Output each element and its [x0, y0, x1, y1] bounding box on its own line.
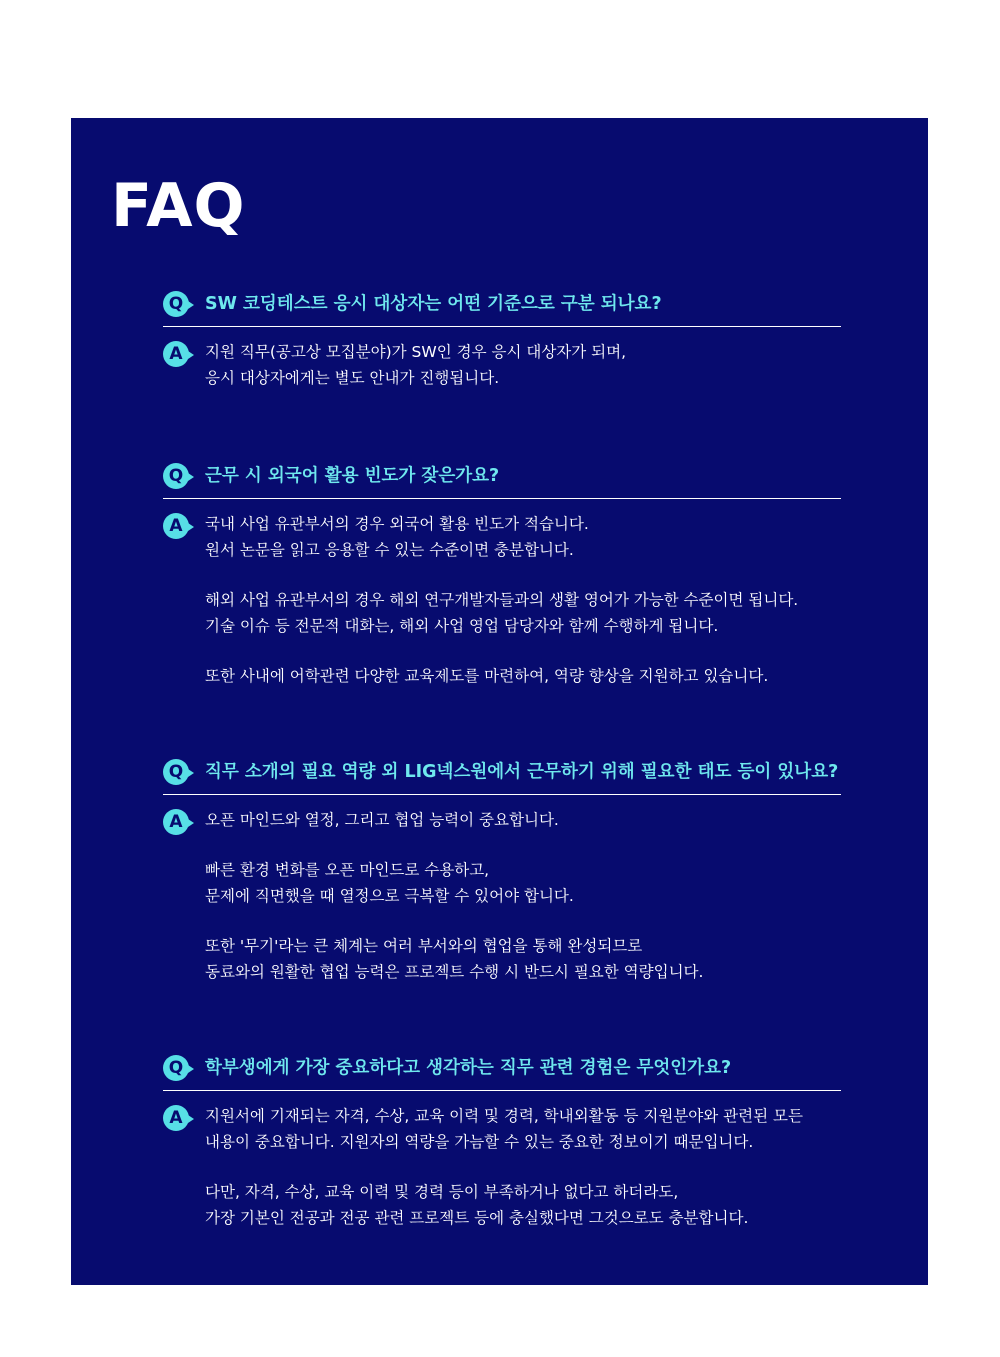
faq-item [163, 1054, 841, 1231]
answer-paragraph: 다만, 자격, 수상, 교육 이력 및 경력 등이 부족하거나 없다고 하더라도, 가장 기본인 전공과 전공 관련 프로젝트 등에 충실했다면 그것으로도 충분합니다. [205, 1183, 749, 1227]
answer-row [163, 807, 841, 985]
faq-item [163, 758, 841, 985]
question-marker-icon: Q [163, 759, 189, 785]
answer-paragraph: 또한 '무기'라는 큰 체계는 여러 부서와의 협업을 통해 완성되므로 동료와의 원활한 협업 능력은 프로젝트 수행 시 반드시 필요한 역량입니다. [205, 937, 704, 981]
answer-paragraph: 지원서에 기재되는 자격, 수상, 교육 이력 및 경력, 학내외활동 등 지원분야와 관련된 모든 내용이 중요합니다. 지원자의 역량을 가늠할 수 있는 중요한 정보이기 때문입니다. [205, 1107, 803, 1151]
faq-panel [71, 118, 928, 1285]
answer-text [205, 339, 841, 391]
answer-paragraph: 오픈 마인드와 열정, 그리고 협업 능력이 중요합니다. [205, 811, 559, 829]
answer-marker-icon: A [163, 809, 189, 835]
question-text: 근무 시 외국어 활용 빈도가 잦은가요? [205, 466, 500, 486]
faq-item [163, 290, 841, 391]
answer-marker-icon: A [163, 513, 189, 539]
question-text: 학부생에게 가장 중요하다고 생각하는 직무 관련 경험은 무엇인가요? [205, 1058, 732, 1078]
question-text: SW 코딩테스트 응시 대상자는 어떤 기준으로 구분 되나요? [205, 294, 662, 314]
answer-paragraph: 빠른 환경 변화를 오픈 마인드로 수용하고, 문제에 직면했을 때 열정으로 극복할 수 있어야 합니다. [205, 861, 574, 905]
page-title: FAQ [111, 171, 246, 241]
answer-marker-icon: A [163, 1105, 189, 1131]
answer-row [163, 1103, 841, 1231]
answer-text [205, 1103, 841, 1231]
answer-text [205, 807, 841, 985]
question-row [163, 1054, 841, 1091]
question-row [163, 758, 841, 795]
answer-paragraph: 해외 사업 유관부서의 경우 해외 연구개발자들과의 생활 영어가 가능한 수준이면 됩니다. 기술 이슈 등 전문적 대화는, 해외 사업 영업 담당자와 함께 수행하게 됩니다. [205, 591, 799, 635]
answer-row [163, 339, 841, 391]
answer-paragraph: 지원 직무(공고상 모집분야)가 SW인 경우 응시 대상자가 되며, 응시 대상자에게는 별도 안내가 진행됩니다. [205, 343, 627, 387]
question-marker-icon: Q [163, 291, 189, 317]
answer-marker-icon: A [163, 341, 189, 367]
answer-text [205, 511, 841, 689]
answer-paragraph: 또한 사내에 어학관련 다양한 교육제도를 마련하여, 역량 향상을 지원하고 있습니다. [205, 667, 769, 685]
answer-paragraph: 국내 사업 유관부서의 경우 외국어 활용 빈도가 적습니다. 원서 논문을 읽고 응용할 수 있는 수준이면 충분합니다. [205, 515, 589, 559]
question-marker-icon: Q [163, 1055, 189, 1081]
question-text: 직무 소개의 필요 역량 외 LIG넥스원에서 근무하기 위해 필요한 태도 등이 있나요? [205, 762, 839, 782]
question-row [163, 462, 841, 499]
question-row [163, 290, 841, 327]
faq-item [163, 462, 841, 689]
answer-row [163, 511, 841, 689]
question-marker-icon: Q [163, 463, 189, 489]
